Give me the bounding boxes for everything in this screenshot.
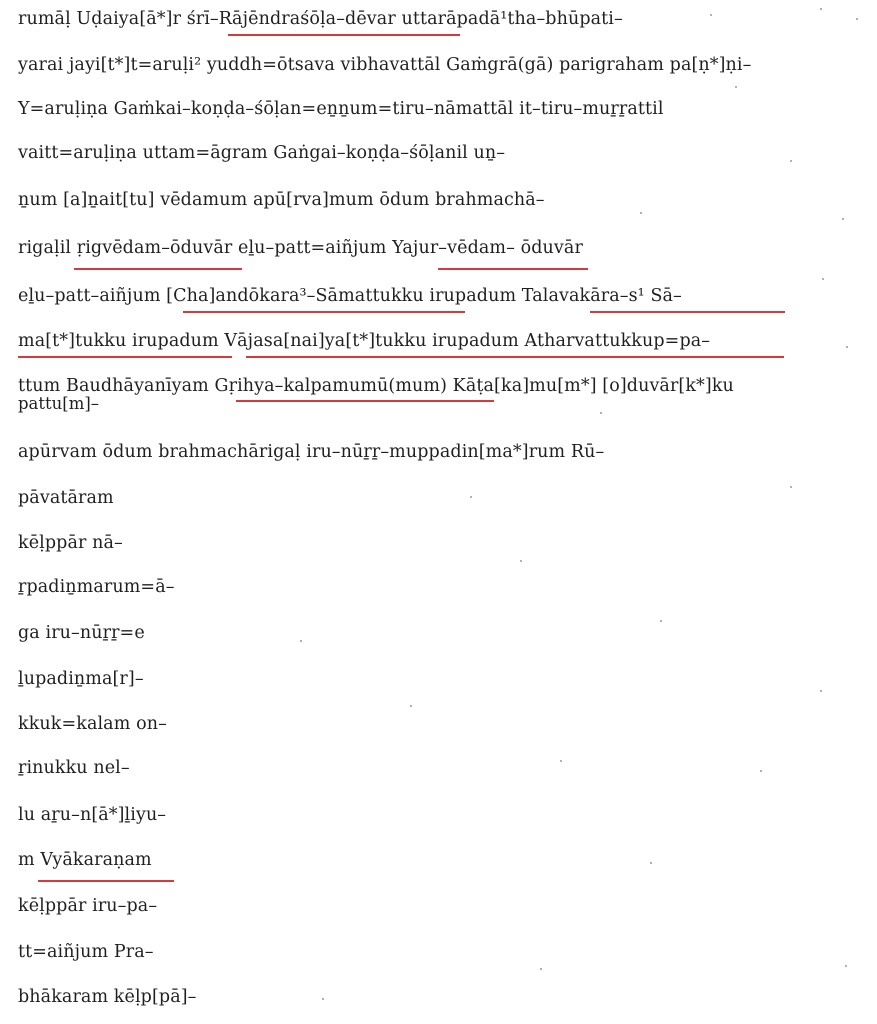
underline-mark (18, 356, 232, 358)
text-line-8: ma[t*]tukku irupadum Vājasa[nai]ya[t*]tukku irupadum Atharvattukkup=pa– (18, 331, 711, 351)
scan-speck (560, 760, 562, 762)
scan-speck (520, 560, 522, 562)
text-line-7: eḻu–patt–aiñjum [Cha]andōkara³–Sāmattukku irupadum Talavakāra–s¹ Sā– (18, 286, 682, 306)
scan-speck (845, 965, 847, 967)
scan-speck (710, 14, 712, 16)
scan-speck (650, 862, 652, 864)
scan-speck (470, 496, 472, 498)
scan-speck (856, 18, 858, 20)
scan-speck (322, 998, 324, 1000)
text-line-9: ttum Baudhāyanīyam Gṛihya–kalpamumū(mum) Kāṭa[ka]mu[m*] [o]duvār[k*]ku (18, 376, 734, 396)
scan-speck (842, 218, 844, 220)
text-line-4: vaitt=aruḷiṇa uttam=āgram Gaṅgai–koṇḍa–śōḷanil uṉ– (18, 143, 506, 163)
text-line-15: ḻupadiṉma[r]– (18, 669, 144, 689)
scan-speck (600, 412, 602, 414)
scan-speck (822, 278, 824, 280)
scan-speck (540, 968, 542, 970)
scan-speck (790, 486, 792, 488)
text-line-18: lu aṟu–n[ā*]ḻiyu– (18, 805, 167, 825)
text-line-5: ṉum [a]ṉait[tu] vēdamum apū[rva]mum ōdum brahmachā– (18, 190, 545, 210)
text-line-22: bhākaram kēḷp[pā]– (18, 987, 197, 1007)
underline-mark (183, 311, 465, 313)
scan-speck (846, 346, 848, 348)
text-line-20: kēḷppār iru–pa– (18, 896, 158, 916)
scan-speck (790, 160, 792, 162)
scan-speck (760, 770, 762, 772)
underline-mark (438, 268, 588, 270)
underline-mark (246, 356, 578, 358)
text-line-17: ṟinukku nel– (18, 758, 130, 778)
text-line-21: tt=aiñjum Pra– (18, 942, 154, 962)
scan-speck (820, 690, 822, 692)
text-line-10: apūrvam ōdum brahmachārigaḷ iru–nūṟṟ–muppadin[ma*]rum Rū– (18, 442, 605, 462)
text-line-11: pāvatāram (18, 488, 114, 508)
underline-mark (74, 268, 242, 270)
text-line-3: Y=aruḷiṇa Gaṁkai–koṇḍa–śōḷan=eṉṉum=tiru–nāmattāl it–tiru–muṟṟattil (18, 99, 664, 119)
text-line-16: kkuk=kalam on– (18, 714, 167, 734)
scan-speck (820, 8, 822, 10)
text-line-6: rigaḷil ṛigvēdam–ōduvār eḻu–patt=aiñjum Yajur–vēdam– ōduvār (18, 238, 583, 258)
interlinear-note: pattu[m]– (18, 394, 100, 413)
scan-speck (410, 705, 412, 707)
text-line-19: m Vyākaraṇam (18, 850, 152, 870)
text-line-1: rumāḷ Uḍaiya[ā*]r śrī–Rājēndraśōḷa–dēvar uttarāpadā¹tha–bhūpati– (18, 9, 623, 29)
scan-speck (300, 640, 302, 642)
underline-mark (228, 34, 460, 36)
underline-mark (38, 880, 174, 882)
underline-mark (572, 356, 784, 358)
underline-mark (236, 400, 494, 402)
underline-mark (590, 311, 785, 313)
text-line-12: kēḷppār nā– (18, 533, 123, 553)
scan-speck (640, 212, 642, 214)
scan-speck (660, 620, 662, 622)
text-line-13: ṟpadiṉmarum=ā– (18, 577, 175, 597)
scan-speck (735, 86, 737, 88)
text-line-14: ga iru–nūṟṟ=e (18, 623, 145, 643)
text-line-2: yarai jayi[t*]t=aruḷi² yuddh=ōtsava vibhavattāl Gaṁgrā(gā) parigraham pa[ṇ*]ṇi– (18, 55, 752, 75)
